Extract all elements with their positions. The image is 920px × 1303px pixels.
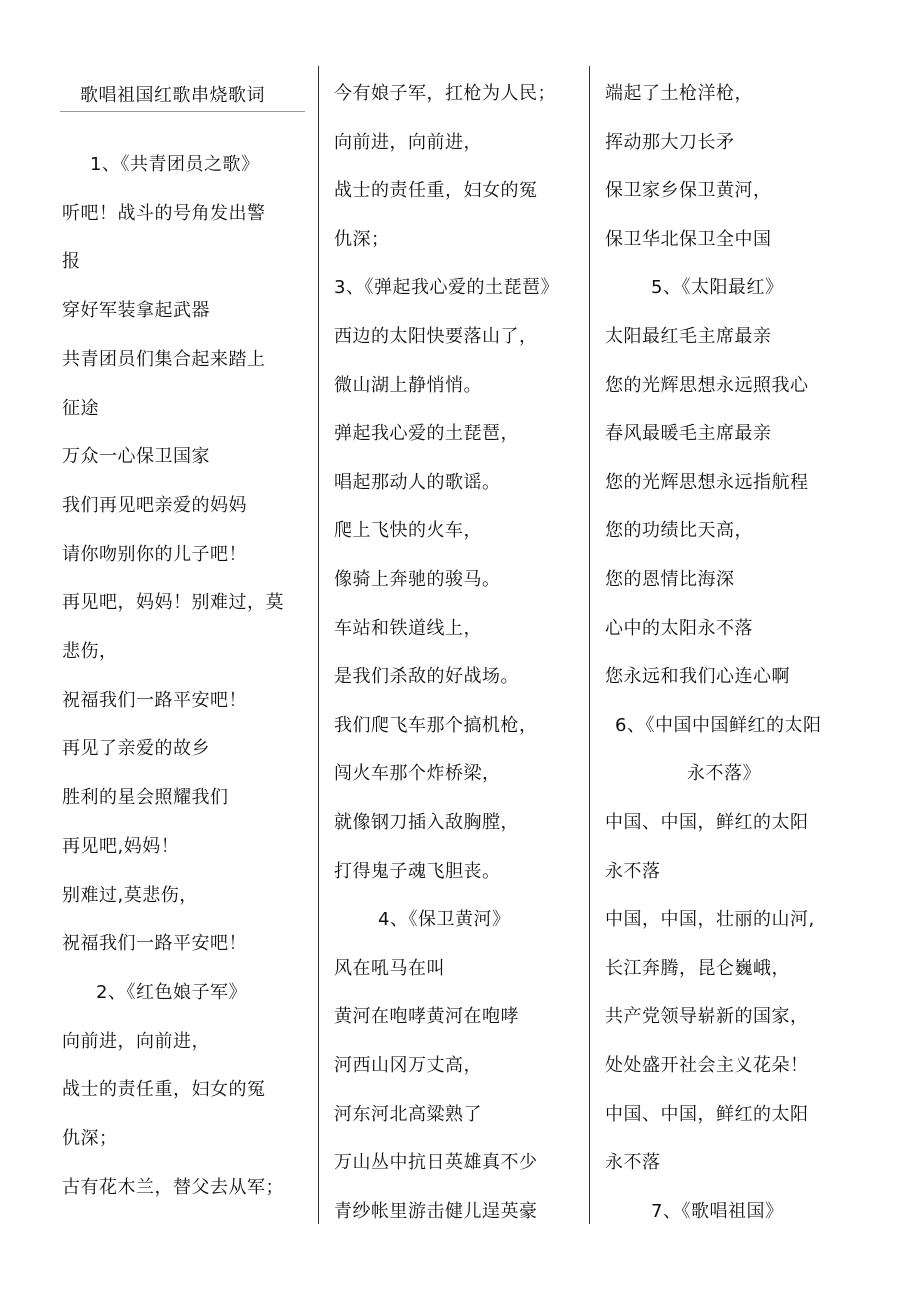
lyric-line: 车站和铁道线上， — [334, 618, 482, 639]
lyric-line: 端起了土枪洋枪， — [605, 83, 753, 104]
lyric-line: 春风最暖毛主席最亲 — [605, 423, 772, 444]
lyric-line: 6、《中国中国鲜红的太阳 — [615, 715, 822, 736]
lyric-line: 是我们杀敌的好战场。 — [334, 666, 519, 687]
lyric-line: 5、《太阳最红》 — [651, 277, 784, 298]
lyric-line: 您的光辉思想永远指航程 — [605, 472, 809, 493]
lyric-line: 河西山冈万丈高， — [334, 1055, 482, 1076]
lyric-line: 西边的太阳快要落山了， — [334, 326, 538, 347]
lyric-line: 永不落》 — [687, 763, 761, 784]
lyric-line: 您的功绩比天高， — [605, 520, 753, 541]
lyric-line: 穿好军装拿起武器 — [62, 300, 210, 321]
lyric-line: 长江奔腾，昆仑巍峨， — [605, 958, 790, 979]
lyric-line: 微山湖上静悄悄。 — [334, 375, 482, 396]
lyric-line: 7、《歌唱祖国》 — [651, 1201, 784, 1222]
lyric-line: 征途 — [62, 398, 99, 419]
lyric-line: 永不落 — [605, 1152, 661, 1173]
lyric-line: 4、《保卫黄河》 — [378, 909, 511, 930]
lyric-line: 像骑上奔驰的骏马。 — [334, 569, 501, 590]
lyric-line: 战士的责任重，妇女的冤 — [334, 180, 538, 201]
lyric-line: 您永远和我们心连心啊 — [605, 666, 790, 687]
lyric-line: 我们再见吧亲爱的妈妈 — [62, 495, 247, 516]
lyric-line: 向前进，向前进， — [62, 1031, 210, 1052]
column-divider-2 — [589, 66, 590, 1224]
lyric-line: 战士的责任重，妇女的冤 — [62, 1079, 266, 1100]
lyric-line: 别难过,莫悲伤， — [62, 885, 198, 906]
lyric-line: 中国，中国，壮丽的山河, — [605, 909, 815, 930]
lyric-line: 悲伤， — [62, 641, 118, 662]
lyric-line: 弹起我心爱的土琵琶， — [334, 423, 519, 444]
lyric-line: 3、《弹起我心爱的土琵琶》 — [334, 277, 559, 298]
lyric-line: 仇深； — [334, 229, 390, 250]
lyric-line: 青纱帐里游击健儿逞英豪 — [334, 1201, 538, 1222]
lyric-line: 向前进，向前进， — [334, 132, 482, 153]
lyric-line: 唱起那动人的歌谣。 — [334, 472, 501, 493]
lyric-line: 风在吼马在叫 — [334, 958, 445, 979]
lyric-line: 河东河北高粱熟了 — [334, 1104, 482, 1125]
lyric-line: 古有花木兰，替父去从军； — [62, 1177, 284, 1198]
lyric-line: 再见吧,妈妈！ — [62, 836, 180, 857]
lyric-line: 闯火车那个炸桥梁， — [334, 763, 501, 784]
column-divider-1 — [318, 66, 319, 1224]
lyric-line: 胜利的星会照耀我们 — [62, 787, 229, 808]
lyric-line: 听吧！战斗的号角发出警 — [62, 203, 266, 224]
lyric-line: 处处盛开社会主义花朵！ — [605, 1055, 809, 1076]
lyric-line: 祝福我们一路平安吧！ — [62, 933, 247, 954]
document-title: 歌唱祖国红歌串烧歌词 — [80, 85, 265, 106]
lyric-line: 2、《红色娘子军》 — [96, 982, 247, 1003]
lyric-line: 1、《共青团员之歌》 — [90, 154, 260, 175]
title-underline — [60, 111, 305, 112]
lyric-line: 今有娘子军，扛枪为人民； — [334, 83, 556, 104]
lyric-line: 请你吻别你的儿子吧！ — [62, 544, 247, 565]
lyric-line: 万山丛中抗日英雄真不少 — [334, 1152, 538, 1173]
lyric-line: 您的恩情比海深 — [605, 569, 735, 590]
lyric-line: 太阳最红毛主席最亲 — [605, 326, 772, 347]
lyric-line: 爬上飞快的火车， — [334, 520, 482, 541]
lyric-line: 仇深； — [62, 1128, 118, 1149]
lyric-line: 心中的太阳永不落 — [605, 618, 753, 639]
lyric-line: 保卫华北保卫全中国 — [605, 229, 772, 250]
lyric-line: 再见了亲爱的故乡 — [62, 738, 210, 759]
lyric-line: 再见吧，妈妈！别难过，莫 — [62, 592, 284, 613]
lyric-line: 中国、中国，鲜红的太阳 — [605, 1104, 809, 1125]
lyric-line: 中国、中国，鲜红的太阳 — [605, 812, 809, 833]
lyric-line: 挥动那大刀长矛 — [605, 132, 735, 153]
lyric-line: 报 — [62, 251, 81, 272]
lyric-line: 打得鬼子魂飞胆丧。 — [334, 861, 501, 882]
lyric-line: 共产党领导崭新的国家， — [605, 1006, 809, 1027]
lyric-line: 共青团员们集合起来踏上 — [62, 349, 266, 370]
lyric-line: 您的光辉思想永远照我心 — [605, 375, 809, 396]
lyric-line: 祝福我们一路平安吧！ — [62, 690, 247, 711]
lyric-line: 就像钢刀插入敌胸膛， — [334, 812, 519, 833]
lyric-line: 我们爬飞车那个搞机枪， — [334, 715, 538, 736]
lyric-line: 黄河在咆哮黄河在咆哮 — [334, 1006, 519, 1027]
lyric-line: 保卫家乡保卫黄河， — [605, 180, 772, 201]
lyric-line: 永不落 — [605, 861, 661, 882]
lyric-line: 万众一心保卫国家 — [62, 446, 210, 467]
